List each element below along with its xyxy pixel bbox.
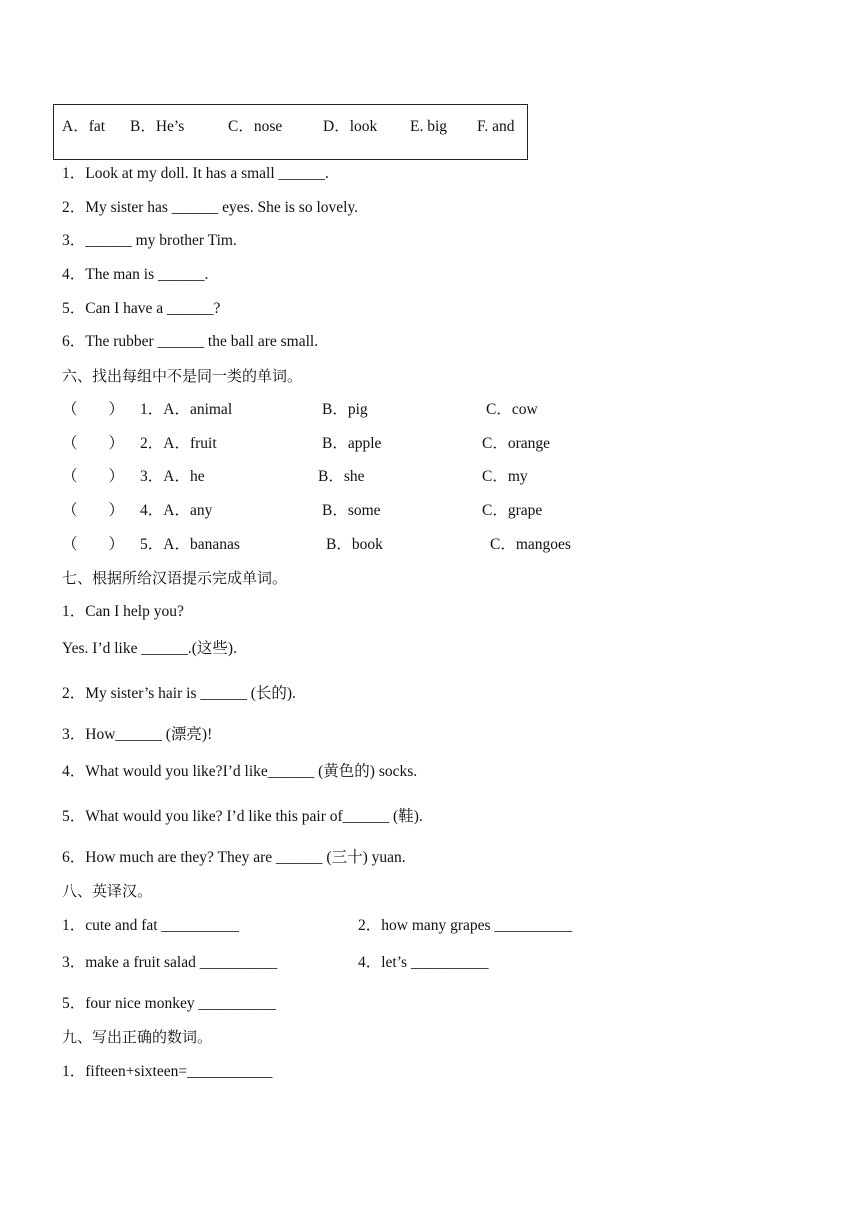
hint-item-1-answer: Yes. I’d like ______.(这些). [62,640,237,657]
section9-heading: 九、写出正确的数词。 [62,1028,213,1046]
hint-item-1-question: 1．Can I help you? [62,603,184,620]
section6-heading: 六、找出每组中不是同一类的单词。 [62,367,303,385]
fill-item-4: 4．The man is ______. [62,266,209,283]
hint-item-2: 2．My sister’s hair is ______ (长的). [62,685,296,702]
choice-c: C．grape [482,502,543,519]
choice-b: B．she [318,468,365,485]
fill-item-3: 3．______ my brother Tim. [62,232,237,249]
choice-b: B．apple [322,435,382,452]
word-option-e: E. big [410,118,448,135]
answer-paren: （ ） [62,536,125,553]
fill-item-1: 1．Look at my doll. It has a small ______. [62,165,329,182]
translate-item-3: 3．make a fruit salad __________ [62,954,278,971]
choice-b: B．book [326,536,383,553]
choice-a: 3．A．he [140,468,205,485]
word-option-a: A．fat [62,118,106,135]
hint-item-3: 3．How______ (漂亮)! [62,726,213,743]
choice-a: 2．A．fruit [140,435,217,452]
choice-c: C．cow [486,401,538,418]
translate-item-4: 4．let’s __________ [358,954,489,971]
fill-item-2: 2．My sister has ______ eyes. She is so lovely. [62,199,359,216]
choice-c: C．mangoes [490,536,571,553]
word-bank-box [53,104,528,160]
answer-paren: （ ） [62,435,125,452]
fill-item-5: 5．Can I have a ______? [62,300,221,317]
translate-item-2: 2．how many grapes __________ [358,917,572,934]
answer-paren: （ ） [62,401,125,418]
answer-paren: （ ） [62,502,125,519]
word-option-d: D．look [323,118,378,135]
word-option-c: C．nose [228,118,283,135]
answer-paren: （ ） [62,468,125,485]
section8-heading: 八、英译汉。 [62,882,153,900]
choice-c: C．my [482,468,528,485]
choice-c: C．orange [482,435,551,452]
translate-item-1: 1．cute and fat __________ [62,917,239,934]
hint-item-5: 5．What would you like? I’d like this pair of______ (鞋). [62,808,423,825]
section7-heading: 七、根据所给汉语提示完成单词。 [62,569,288,587]
word-option-b: B．He’s [130,118,185,135]
fill-item-6: 6．The rubber ______ the ball are small. [62,333,319,350]
choice-b: B．pig [322,401,368,418]
choice-a: 5．A．bananas [140,536,240,553]
hint-item-4: 4．What would you like?I’d like______ (黄色的) socks. [62,763,418,780]
translate-item-5: 5．four nice monkey __________ [62,995,276,1012]
word-option-f: F. and [477,118,515,135]
choice-b: B．some [322,502,381,519]
hint-item-6: 6．How much are they? They are ______ (三十) yuan. [62,849,406,866]
choice-a: 1．A．animal [140,401,233,418]
choice-a: 4．A．any [140,502,213,519]
number-item-1: 1．fifteen+sixteen=___________ [62,1063,273,1080]
